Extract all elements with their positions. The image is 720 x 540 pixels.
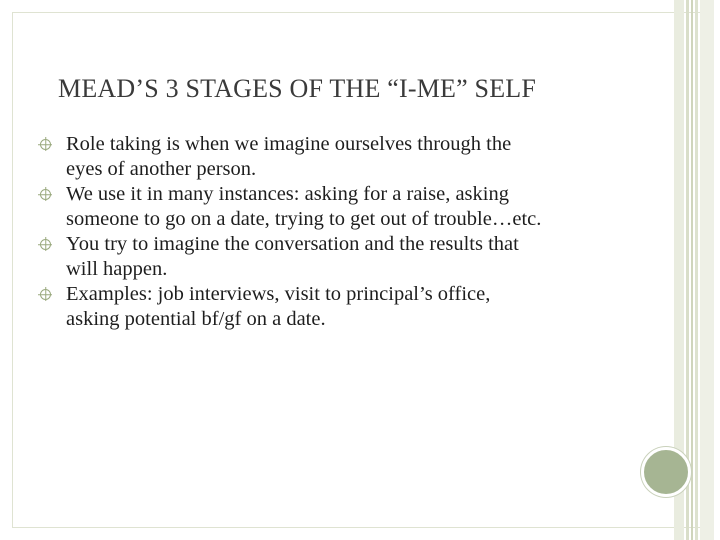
bullet-text-line: eyes of another person. (66, 158, 257, 180)
decorative-circle (641, 447, 691, 497)
strip-band (700, 0, 714, 540)
strip-band (695, 0, 698, 540)
strip-band (691, 0, 693, 540)
crosshair-bullet-icon (40, 139, 51, 150)
bullet-list (40, 132, 640, 332)
bullet-text-line: asking potential bf/gf on a date. (66, 308, 326, 330)
crosshair-bullet-icon (40, 239, 51, 250)
bullet-item (40, 182, 640, 232)
bullet-text-line: someone to go on a date, trying to get out of trouble…etc. (66, 208, 542, 230)
bullet-text-line: You try to imagine the conversation and the results that (66, 233, 519, 255)
bullet-text-line: Examples: job interviews, visit to principal’s office, (66, 283, 491, 305)
crosshair-bullet-icon (40, 289, 51, 300)
bullet-text-line: We use it in many instances: asking for a raise, asking (66, 183, 509, 205)
bullet-item (40, 132, 640, 182)
bullet-item (40, 232, 640, 282)
bullet-text-line: will happen. (66, 258, 168, 280)
crosshair-bullet-icon (40, 189, 51, 200)
bullet-text-line: Role taking is when we imagine ourselves through the (66, 133, 512, 155)
bullet-item (40, 282, 640, 332)
slide-title: MEAD’S 3 STAGES OF THE “I-ME” SELF (58, 74, 537, 103)
